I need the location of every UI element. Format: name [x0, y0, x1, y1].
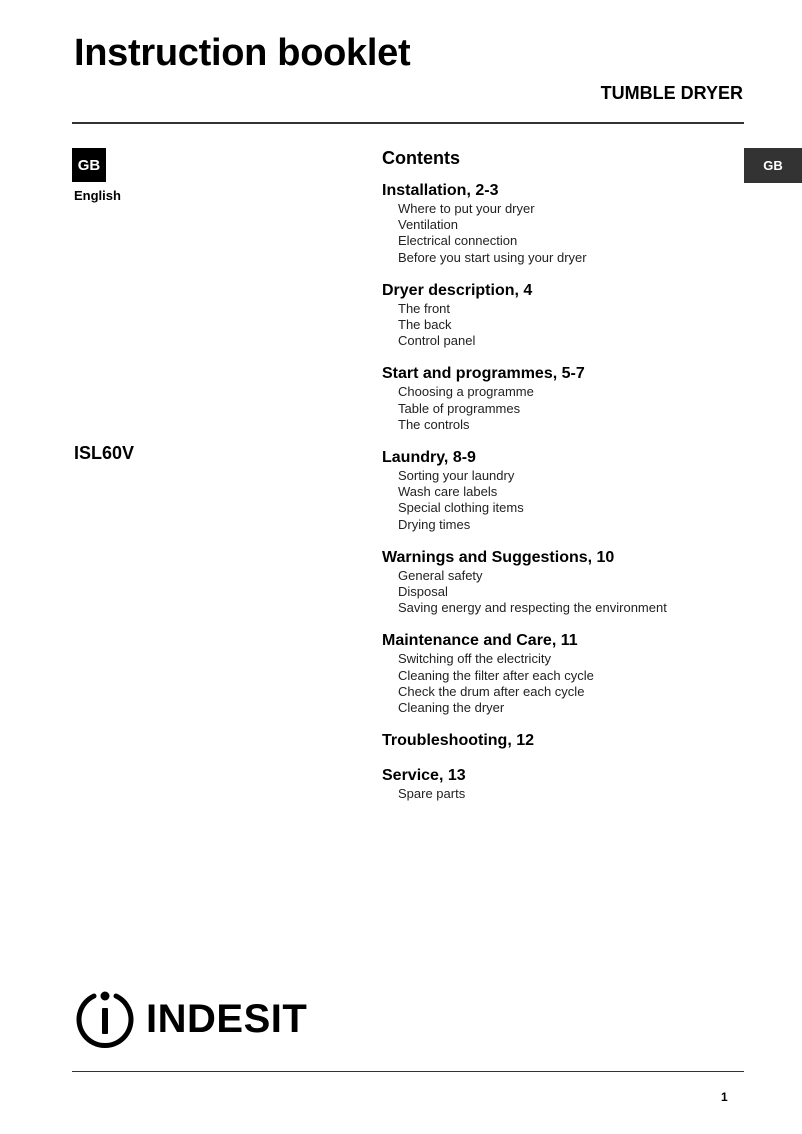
model-number: ISL60V	[74, 443, 135, 463]
toc-item: Table of programmes	[398, 400, 521, 416]
toc-item: Ventilation	[398, 217, 458, 233]
toc-item: Check the drum after each cycle	[398, 683, 585, 699]
table-of-contents	[382, 147, 742, 817]
toc-section	[382, 448, 742, 533]
toc-item: Cleaning the dryer	[398, 700, 505, 716]
toc-item: Where to put your dryer	[398, 201, 535, 216]
brand-logo	[74, 988, 307, 1050]
logo-wordmark: INDESIT	[146, 997, 308, 1041]
toc-item-list	[382, 201, 742, 266]
toc-section	[382, 766, 742, 802]
toc-item: Sorting your laundry	[398, 468, 515, 484]
toc-item: Disposal	[398, 584, 448, 600]
toc-section	[382, 631, 742, 716]
toc-section-title: Installation, 2-3	[382, 182, 499, 199]
toc-section-title: Start and programmes, 5-7	[382, 365, 585, 383]
product-type: TUMBLE DRYER	[600, 83, 743, 103]
toc-item: Cleaning the filter after each cycle	[398, 667, 594, 683]
toc-section	[382, 281, 742, 350]
toc-section-title: Warnings and Suggestions, 10	[382, 548, 615, 566]
toc-item-list	[382, 468, 742, 533]
toc-section-title: Maintenance and Care, 11	[382, 632, 578, 650]
toc-item: Drying times	[398, 516, 471, 532]
toc-item: Control panel	[398, 333, 476, 349]
toc-item-list	[382, 568, 742, 617]
toc-item: The controls	[398, 416, 470, 432]
toc-item-list	[382, 651, 742, 716]
toc-section	[382, 731, 742, 751]
header-divider	[72, 122, 744, 124]
toc-item-list	[382, 301, 742, 350]
toc-item: Wash care labels	[398, 484, 498, 500]
page-title: Instruction booklet	[74, 32, 411, 74]
footer-divider	[72, 1071, 744, 1072]
language-badge: GB	[72, 148, 106, 182]
toc-section	[382, 364, 742, 433]
toc-item: Electrical connection	[398, 233, 518, 249]
toc-section-title: Laundry, 8-9	[382, 449, 476, 467]
toc-section-title: Troubleshooting, 12	[382, 732, 535, 750]
toc-sections	[382, 181, 742, 802]
toc-item: The back	[398, 317, 452, 333]
toc-item: The front	[398, 300, 451, 316]
language-side-tab: GB	[744, 148, 802, 183]
toc-item: General safety	[398, 567, 483, 583]
page-number: 1	[721, 1090, 728, 1104]
toc-section-title: Dryer description, 4	[382, 281, 533, 299]
language-label: English	[74, 188, 121, 203]
toc-item-list	[382, 384, 742, 433]
toc-item: Saving energy and respecting the environment	[398, 600, 667, 616]
contents-heading: Contents	[382, 148, 460, 168]
toc-item-list	[382, 786, 742, 802]
toc-section-title: Service, 13	[382, 767, 466, 785]
toc-item: Spare parts	[398, 786, 466, 802]
toc-item: Special clothing items	[398, 500, 524, 516]
toc-section	[382, 181, 742, 266]
toc-item: Choosing a programme	[398, 384, 534, 400]
toc-section	[382, 548, 742, 617]
toc-item: Switching off the electricity	[398, 651, 551, 667]
toc-item: Before you start using your dryer	[398, 249, 587, 265]
indesit-power-icon	[74, 988, 136, 1050]
